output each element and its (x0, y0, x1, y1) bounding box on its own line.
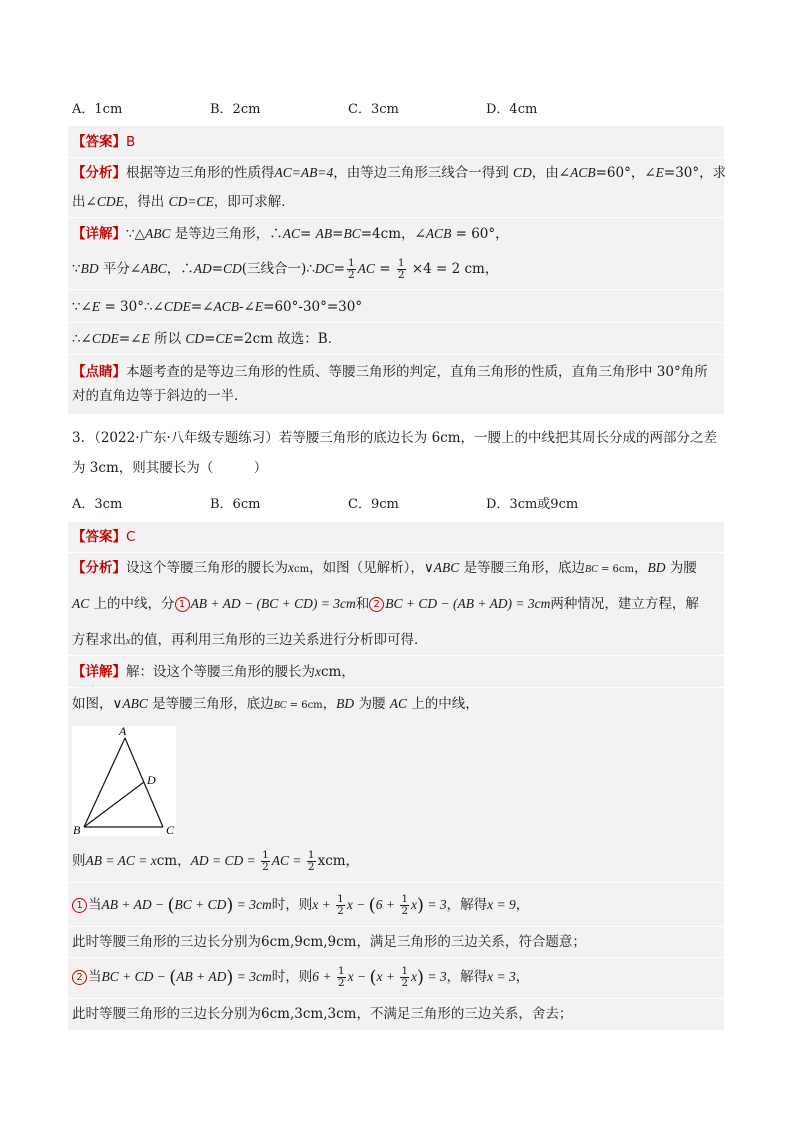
text: = (332, 226, 344, 242)
text: ，满足三角形的三边关系，符合题意； (356, 934, 586, 950)
median-bd (84, 782, 144, 827)
math: BD (336, 696, 355, 711)
numerator: 1 (337, 893, 344, 905)
q3-case-2 (72, 962, 718, 992)
text: 解：设这个等腰三角形的腰长为 (126, 664, 315, 680)
denominator: 2 (262, 861, 269, 873)
text: 和 (355, 596, 370, 612)
math: AC (389, 696, 408, 711)
paren: ) (226, 966, 234, 988)
math: BC + CD − (AB + AD) = 3cm (385, 596, 551, 611)
math: BD (80, 261, 99, 276)
text: ，由∠ (531, 165, 571, 181)
fraction (337, 966, 346, 989)
text: =∠ (190, 299, 214, 315)
fraction (400, 894, 409, 917)
math: ACB (213, 299, 240, 314)
text: 的值，再利用三角形的三边关系进行分析即可得． (130, 632, 428, 648)
text: = 60°， (451, 226, 509, 242)
text: 所以 (149, 331, 186, 347)
text: = (211, 261, 224, 277)
text: 出∠ (72, 194, 97, 210)
text: ∵∠ (72, 299, 92, 315)
answer-tag: 【答案】 (72, 134, 126, 150)
denominator: 2 (347, 269, 355, 281)
math: BC + CD − (101, 969, 170, 984)
text: =2cm 故选：B． (232, 331, 342, 347)
text: = 6cm (597, 564, 634, 575)
triangle-diagram (72, 726, 176, 836)
text: cm， (321, 664, 355, 680)
detail-tag: 【详解】 (72, 226, 126, 242)
text: ， (322, 696, 337, 712)
denominator: 2 (397, 269, 405, 281)
denominator: 2 (401, 977, 409, 989)
answer-value: C (126, 529, 136, 545)
paren: ) (226, 894, 234, 916)
text: = (374, 261, 395, 277)
circled-number: 2 (369, 597, 384, 612)
paren: ( (169, 966, 177, 988)
math: CDE (91, 331, 119, 346)
text: 此时等腰三角形的三边长分别为 (72, 1006, 261, 1022)
label-d: D (147, 773, 156, 787)
text: xcm， (317, 853, 360, 869)
math: BC + CD (174, 897, 227, 912)
math: ABC (122, 696, 148, 711)
text: = 6cm (286, 700, 323, 711)
text: 为腰 (665, 560, 697, 576)
text: 上的中线， (407, 696, 479, 712)
math: 6 + (312, 969, 335, 984)
math: CDE (96, 194, 124, 209)
text: 为腰 (354, 696, 390, 712)
paren: ( (368, 894, 376, 916)
fraction (336, 894, 345, 917)
q2-options (72, 99, 724, 121)
text: ， (634, 560, 648, 576)
q2-answer-row (72, 132, 718, 152)
text: ，解得 (446, 897, 488, 913)
text: = (300, 226, 316, 242)
math: AC (282, 226, 301, 241)
text: 上的中线，分 (89, 596, 175, 612)
math: BD (647, 560, 666, 575)
math: = 3 (424, 969, 447, 984)
q2-option-c: C．3cm (348, 102, 399, 117)
text: 是等边三角形，∴ (170, 226, 283, 242)
fraction (347, 258, 356, 281)
text: =60°-30°=30° (263, 299, 363, 315)
math: ABC (144, 226, 171, 241)
q2-solution-box (68, 126, 727, 414)
text: ，由等边三角形三线合一得到 (333, 165, 514, 181)
text: = (333, 261, 345, 277)
q3-option-c: C．9cm (348, 497, 399, 512)
analysis-tag: 【分析】 (72, 165, 126, 181)
text: ，即可求解． (213, 194, 295, 210)
math: CE (215, 331, 233, 346)
math: ABC (141, 261, 167, 276)
math: ACB (425, 226, 452, 241)
math: x − (347, 969, 370, 984)
detail-tag: 【详解】 (72, 664, 126, 680)
text: 方程求出 (72, 632, 126, 648)
math: x = 9 (487, 897, 516, 912)
q2-analysis-line-1 (72, 163, 727, 183)
analysis-tag: 【分析】 (72, 560, 126, 576)
math: AD = CD = (190, 853, 260, 868)
text: =∠ (118, 331, 142, 347)
math: 6cm,3cm,3cm (261, 1006, 357, 1022)
text: cm (156, 853, 178, 869)
math: AC (357, 261, 375, 276)
text: ，得出 (123, 194, 169, 210)
math: AB + AD − (BC + CD) = 3cm (190, 596, 356, 611)
q3-detail-line-1 (72, 662, 718, 682)
numerator: 1 (347, 257, 355, 269)
text: ， (515, 969, 530, 985)
text: ∴∠ (72, 331, 92, 347)
text: 时，则 (271, 897, 313, 913)
circled-number: 2 (72, 970, 87, 985)
math: BC (585, 564, 598, 575)
q2-detail-line-4 (72, 329, 718, 349)
q3-option-d: D．3cm或9cm (486, 497, 579, 512)
text: ，∴ (166, 261, 194, 277)
math: 6 + (375, 897, 399, 912)
q3-case-2-result (72, 1004, 718, 1024)
denominator: 2 (307, 861, 315, 873)
math: AB + AD − (101, 897, 168, 912)
q3-analysis-line-2 (72, 594, 718, 614)
text: ，如图（见解析），∨ (309, 560, 434, 576)
text: 是等腰三角形，底边 (147, 696, 274, 712)
triangle-figure (72, 726, 176, 836)
q2-option-d: D．4cm (486, 102, 538, 117)
denominator: 2 (337, 977, 345, 989)
circled-number: 1 (72, 898, 87, 913)
math: E (91, 299, 101, 314)
q2-analysis-line-2 (72, 192, 718, 212)
paren: ( (369, 966, 377, 988)
math: BC (343, 226, 361, 241)
denominator: 2 (401, 905, 409, 917)
q3-option-b: B．6cm (210, 497, 261, 512)
math: = 3cm (233, 969, 272, 984)
q2-detail-line-1 (72, 224, 718, 244)
text: 如图，∨ (72, 696, 123, 712)
math: AB + AD (176, 969, 227, 984)
q3-case-1 (72, 890, 718, 920)
q3-analysis-line-3 (72, 630, 718, 652)
math: x (126, 636, 131, 647)
q3-case-1-result (72, 932, 718, 952)
math: x − (346, 897, 369, 912)
text: 是等腰三角形，底边 (459, 560, 586, 576)
q3-detail-line-3 (72, 846, 718, 876)
math: CD (513, 165, 532, 180)
math: AC=AB=4 (274, 165, 334, 180)
text: =4cm，∠ (360, 226, 426, 242)
text: 此时等腰三角形的三边长分别为 (72, 934, 261, 950)
q3-question: 3．（2022·广东·八年级专题练习）若等腰三角形的底边长为 6cm，一腰上的中线把其周长分成的两部分之差为 3cm，则其腰长为（ ） (72, 430, 718, 476)
math: ABC (433, 560, 460, 575)
text: = (204, 331, 216, 347)
math: AC = (271, 853, 305, 868)
text: ， (515, 897, 530, 913)
fraction (307, 850, 316, 873)
remark-tag: 【点睛】 (72, 364, 126, 380)
answer-value: B (126, 134, 136, 150)
math: E (254, 299, 264, 314)
paren: ) (417, 894, 425, 916)
text: ∵ (72, 261, 81, 277)
numerator: 1 (401, 965, 409, 977)
numerator: 1 (307, 849, 315, 861)
text: ，不满足三角形的三边关系，舍去； (356, 1006, 573, 1022)
math: x (288, 560, 294, 575)
math: AC (72, 596, 90, 611)
text: ×4 = 2 cm， (407, 261, 499, 277)
q2-detail-line-3 (72, 297, 718, 317)
math: = 3 (424, 897, 447, 912)
math: E (655, 165, 664, 180)
math: AB (315, 226, 333, 241)
q2-option-b: B．2cm (210, 102, 261, 117)
numerator: 1 (262, 849, 269, 861)
paren: ( (167, 894, 175, 916)
denominator: 2 (337, 905, 344, 917)
text: ∵△ (126, 226, 145, 242)
text: 根据等边三角形的性质得 (126, 165, 275, 181)
math: 6cm,9cm,9cm (261, 934, 357, 950)
q3-analysis-line-1 (72, 558, 718, 580)
math: E (141, 331, 150, 346)
text: 当 (88, 969, 102, 985)
text: 当 (88, 897, 102, 913)
text: =60°，∠ (595, 165, 656, 181)
label-a: A (119, 724, 127, 738)
math: CD (223, 261, 242, 276)
math: DC (314, 261, 334, 276)
math: ACB (570, 165, 596, 180)
q2-remark (72, 360, 718, 408)
math: = 3cm (233, 897, 272, 912)
numerator: 1 (397, 257, 405, 269)
q3-options (72, 494, 724, 516)
q3-detail-line-2 (72, 694, 718, 716)
numerator: 1 (401, 893, 409, 905)
text: = 30°∴∠ (100, 299, 164, 315)
q3-option-a: A．3cm (72, 497, 123, 512)
text: 则 (72, 853, 86, 869)
remark-text: 本题考查的是等边三角形的性质、等腰三角形的判定，直角三角形的性质，直角三角形中 30°角所对的直角边等于斜边的一半． (72, 364, 708, 404)
fraction (261, 850, 270, 873)
math: CD (185, 331, 205, 346)
q2-option-a: A．1cm (72, 102, 123, 117)
math: x + (312, 897, 335, 912)
text: cm (294, 564, 310, 575)
text: 平分∠ (98, 261, 142, 277)
text: -∠ (239, 299, 255, 315)
side-ab (84, 738, 125, 827)
math: x (315, 664, 321, 679)
fraction (400, 966, 409, 989)
text: (三线合一)∴ (241, 261, 315, 277)
text: ， (177, 853, 191, 869)
math: x + (376, 969, 399, 984)
math: x = 3 (487, 969, 516, 984)
text: 设这个等腰三角形的腰长为 (126, 560, 288, 576)
paren: ) (417, 966, 425, 988)
math: AB = AC = x (85, 853, 157, 868)
math: CDE (163, 299, 191, 314)
q3-answer-row (72, 527, 718, 547)
numerator: 1 (337, 965, 345, 977)
math: BC (273, 700, 287, 711)
text: 两种情况，建立方程，解 (550, 596, 699, 612)
text: =30°，求 (663, 165, 727, 181)
text: ，解得 (446, 969, 488, 985)
math: x (411, 969, 418, 984)
q2-detail-line-2 (72, 254, 718, 284)
fraction (397, 258, 406, 281)
math: CD=CE (168, 194, 214, 209)
text: 时，则 (271, 969, 313, 985)
label-c: C (166, 823, 175, 837)
math: x (411, 897, 418, 912)
circled-number: 1 (175, 597, 190, 612)
answer-tag: 【答案】 (72, 529, 126, 545)
math: AD (193, 261, 212, 276)
label-b: B (73, 823, 81, 837)
